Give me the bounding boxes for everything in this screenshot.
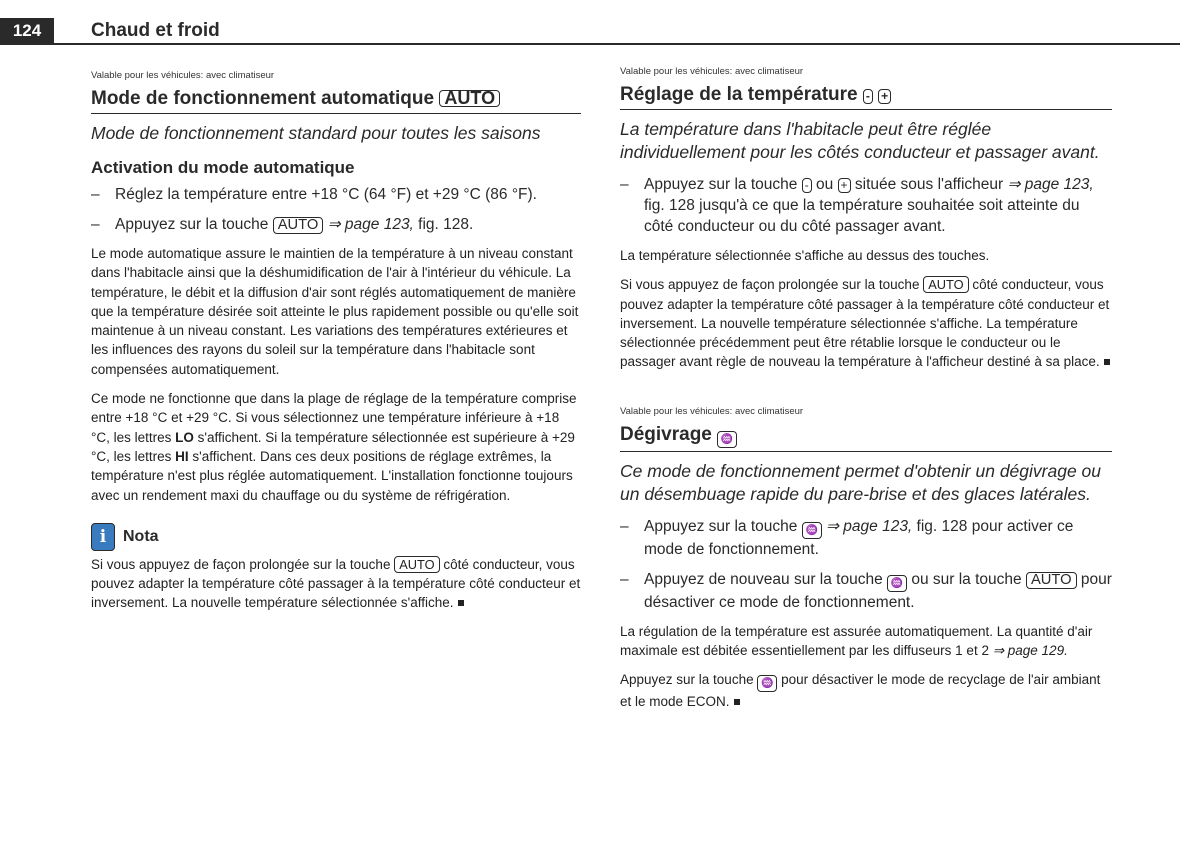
page-reference: ⇒ page 129. bbox=[992, 643, 1068, 659]
page-reference: ⇒ page 123, bbox=[323, 216, 414, 233]
info-icon: i bbox=[91, 523, 115, 551]
section-intro: Ce mode de fonctionnement permet d'obtenir un dégivrage ou un désembuage rapide du pare-brise et des glaces latérales. bbox=[620, 460, 1102, 504]
right-column bbox=[620, 66, 1112, 722]
page-number: 124 bbox=[0, 18, 54, 44]
minus-key-icon: - bbox=[863, 89, 873, 104]
auto-key-label: AUTO bbox=[923, 276, 968, 293]
auto-key-label: AUTO bbox=[273, 217, 324, 234]
minus-key-icon: - bbox=[802, 178, 812, 193]
auto-key-label: AUTO bbox=[394, 556, 439, 573]
plus-key-icon: + bbox=[878, 89, 891, 104]
end-mark-icon bbox=[734, 699, 740, 705]
section-title-auto-mode bbox=[91, 88, 581, 114]
body-paragraph: La régulation de la température est assurée automatiquement. La quantité d'air maximale est débitée essentiellement par les diffuseurs 1 et 2 ⇒ page 129. bbox=[620, 623, 1093, 659]
steps-list bbox=[91, 184, 581, 235]
nota-heading bbox=[91, 523, 581, 551]
section-title-defrost bbox=[620, 424, 1112, 452]
end-mark-icon bbox=[1104, 359, 1110, 365]
step-item: – Réglez la température entre +18 °C (64 °F) et +29 °C (86 °F). bbox=[91, 184, 581, 205]
steps-list bbox=[620, 516, 1112, 613]
defrost-icon: ♒ bbox=[717, 431, 737, 448]
nota-label: Nota bbox=[123, 527, 159, 545]
auto-key-label: AUTO bbox=[439, 90, 500, 107]
section-intro: Mode de fonctionnement standard pour toutes les saisons bbox=[91, 123, 541, 143]
defrost-icon: ♒ bbox=[802, 522, 822, 539]
steps-list bbox=[620, 174, 1112, 237]
step-item: – Appuyez sur la touche - ou + située sous l'afficheur ⇒ page 123, fig. 128 jusqu'à ce que la température souhaitée soit atteinte du côté conducteur ou du côté passager avant. bbox=[620, 174, 1112, 237]
chapter-title: Chaud et froid bbox=[91, 20, 220, 41]
page-header bbox=[0, 18, 1180, 44]
left-column bbox=[91, 70, 581, 623]
plus-key-icon: + bbox=[838, 178, 851, 193]
step-item: – Appuyez de nouveau sur la touche ♒ ou sur la touche AUTO pour désactiver ce mode de fonctionnement. bbox=[620, 569, 1112, 613]
nota-text: Si vous appuyez de façon prolongée sur la touche AUTO côté conducteur, vous pouvez adapter la température côté passager à la température côté conducteur et inversement. La nouvelle température sélectionnée s'affiche. bbox=[91, 556, 581, 611]
page-reference: ⇒ page 123, bbox=[821, 517, 913, 535]
body-paragraph: Si vous appuyez de façon prolongée sur la touche AUTO côté conducteur, vous pouvez adapter la température côté passager à la température côté conducteur et inversement. La nouvelle température sélectionnée s'affiche. La température sélectionnée précédemment peut être rétablie lorsque le conducteur ou le passager avant règle de nouveau la température à l'afficheur destiné à sa place. bbox=[620, 277, 1110, 370]
page-reference: ⇒ page 123, bbox=[1007, 176, 1094, 193]
section-title-temperature bbox=[620, 84, 1112, 110]
body-paragraph: Appuyez sur la touche ♒ pour désactiver le mode de recyclage de l'air ambiant et le mode ECON. bbox=[620, 672, 1101, 710]
validity-note: Valable pour les véhicules: avec climatiseur bbox=[620, 66, 804, 77]
defrost-icon: ♒ bbox=[887, 575, 907, 592]
section-title-text: Mode de fonctionnement automatique bbox=[91, 88, 435, 109]
recirculation-icon: ♒ bbox=[757, 675, 777, 692]
header-rule bbox=[0, 43, 1180, 45]
body-paragraph: La température sélectionnée s'affiche au dessus des touches. bbox=[620, 248, 990, 263]
body-paragraph: Ce mode ne fonctionne que dans la plage de réglage de la température comprise entre +18 °C et +29 °C. Si vous sélectionnez une température inférieure à +18 °C, les lettres LO s'affichent. Si la température sélectionnée est supérieure à +29 °C, les lettres HI s'affichent. Dans ces deux positions de réglage extrêmes, la température n'est plus réglée automatiquement. L'installation fonctionne toujours avec un rendement maxi du chauffage ou du système de réfrigération. bbox=[91, 391, 577, 503]
subheading-activation: Activation du mode automatique bbox=[91, 158, 355, 177]
step-item: – Appuyez sur la touche ♒ ⇒ page 123, fig. 128 pour activer ce mode de fonctionnement. bbox=[620, 516, 1112, 560]
validity-note: Valable pour les véhicules: avec climatiseur bbox=[620, 405, 804, 417]
section-intro: La température dans l'habitacle peut être réglée individuellement pour les côtés conducteur et passager avant. bbox=[620, 119, 1100, 162]
auto-key-label: AUTO bbox=[1026, 572, 1077, 589]
section-title-text: Réglage de la température bbox=[620, 84, 858, 105]
step-item: – Appuyez sur la touche AUTO ⇒ page 123, fig. 128. bbox=[91, 214, 581, 235]
end-mark-icon bbox=[458, 600, 464, 606]
section-title-text: Dégivrage bbox=[620, 423, 712, 445]
validity-note: Valable pour les véhicules: avec climatiseur bbox=[91, 70, 275, 81]
body-paragraph: Le mode automatique assure le maintien de la température à un niveau constant dans l'habitacle ainsi que la déshumidification de l'air à l'intérieur du véhicule. La température, le débit et la diffusion d'air sont réglés automatiquement de manière que la température désirée soit atteinte le plus rapidement possible ou qu'elle soit maintenue à un niveau constant. Les variations des températures extérieures et les influences des rayons du soleil sur la température dans l'habitacle sont compensées automatiquement. bbox=[91, 246, 579, 377]
